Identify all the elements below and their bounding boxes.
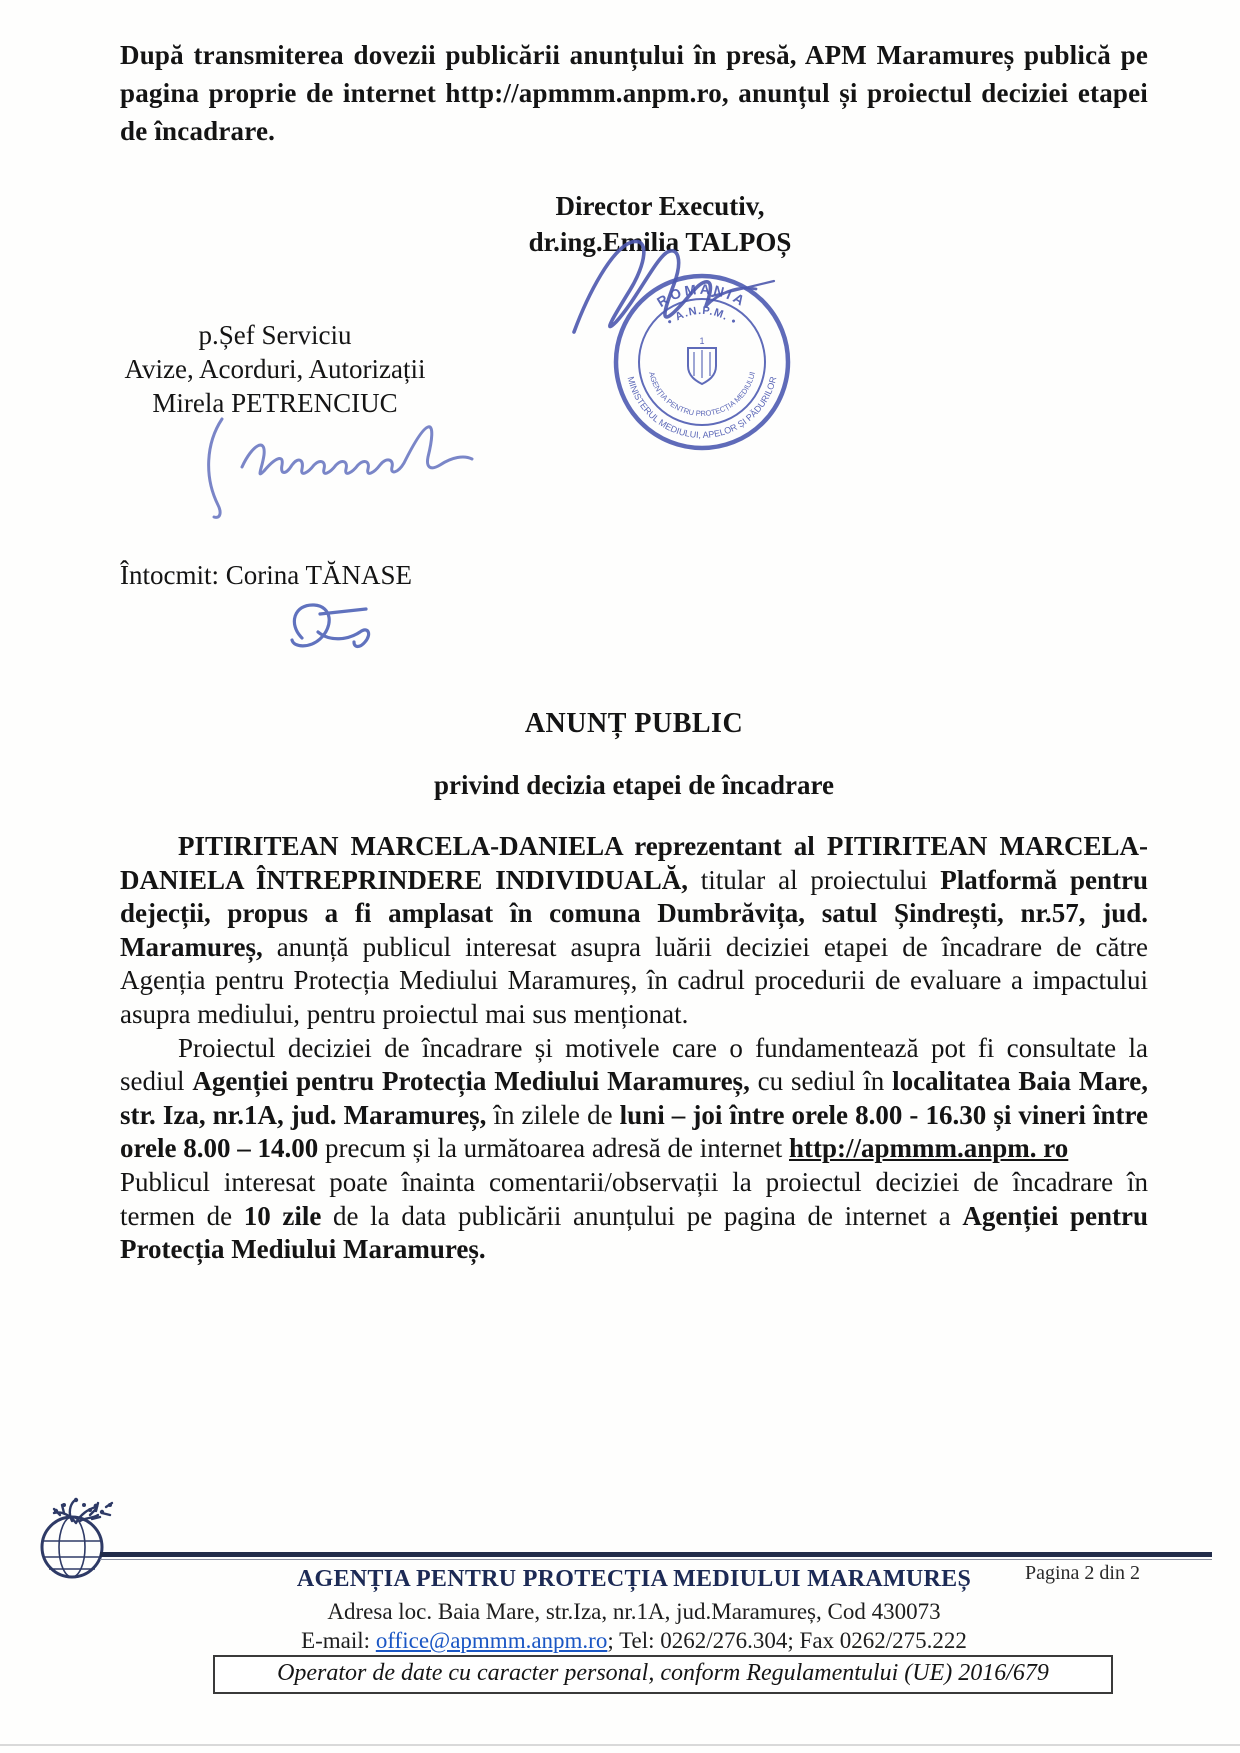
intro-paragraph [120,36,1148,150]
document-subtitle: privind decizia etapei de încadrare [434,770,834,800]
text-run: http://apmmm.anpm. ro [789,1133,1069,1164]
body-paragraph-1 [120,830,1148,1032]
text-run: Agenției pentru Protecția Mediului Maramureș, [192,1066,750,1097]
stamp-ministry-text: MINISTERUL MEDIULUI, APELOR ȘI PĂDURILOR [625,375,779,441]
prepared-by-line: Întocmit: Corina TĂNASE [120,560,412,590]
scan-edge-artifact [0,1744,1240,1746]
page-number: Pagina 2 din 2 [1025,1562,1140,1584]
email-link[interactable]: office@apmmm.anpm.ro [375,1628,608,1653]
document-title: ANUNȚ PUBLIC [524,708,744,739]
text-run: localitatea Baia Mare, str. Iza, nr.1A, jud. Maramureș, [120,1066,1148,1130]
text-run: anunță publicul interesat asupra luării deciziei etapei de încadrare de către Agenția pentru Protecția Mediului Maramureș, în cadrul procedurii de evaluare a impactului asupra mediului, pentru proiectul mai sus menționat. [120,931,1148,1029]
body-paragraph-3 [120,1166,1148,1267]
text-run: Publicul interesat poate înainta comentarii/observații la proiectul deciziei de încadrare în termen de [120,1166,1148,1231]
text-run: precum și la următoarea adresă de internet [318,1133,789,1164]
text-run: 10 zile [243,1200,322,1231]
gdpr-notice-text: Operator de date cu caracter personal, conform Regulamentului (UE) 2016/679 [277,1660,1049,1686]
prepared-by-signature-image [262,592,412,667]
deputy-role-line1: p.Șef Serviciu [198,320,352,350]
footer-contact-line [120,1628,1148,1654]
document-body [120,830,1148,1267]
stamp-country-text: ROMANIA [654,280,750,311]
text-run: în zilele de [486,1099,620,1130]
deputy-name: Mirela PETRENCIUC [152,388,398,418]
deputy-role-line2: Avize, Acorduri, Autorizații [124,354,426,384]
gdpr-notice-box [213,1655,1113,1694]
director-title: Director Executiv, [555,191,765,221]
deputy-signature-block [105,318,445,420]
stamp-anpm-text: • A.N.P.M. • [664,304,740,329]
text-run: După transmiterea dovezii publicării anunțului în presă, APM Maramureș publică pe pagina proprie de internet http://apmmm.anpm.ro, anunțul și proiectul deciziei etapei de încadrare. [120,40,1148,146]
body-paragraph-2 [120,1032,1148,1166]
text-run: de la data publicării anunțului pe pagina de internet a [321,1200,963,1231]
director-name: dr.ing.Emilia TALPOȘ [528,227,792,257]
footer-agency-name: AGENȚIA PENTRU PROTECȚIA MEDIULUI MARAMUREȘ [296,1566,972,1592]
text-run: Agenției pentru Protecția Mediului Maramureș. [120,1200,1148,1265]
text-run: cu sediul în [749,1066,893,1097]
text-run: luni – joi între orele 8.00 - 16.30 și vineri între orele 8.00 – 14.00 [120,1099,1148,1164]
email-label: E-mail: [301,1628,376,1653]
text-run: Proiectul deciziei de încadrare și motivele care o fundamentează pot fi consultate la sediul [120,1032,1148,1097]
deputy-signature-image [190,405,480,525]
director-signature-block [440,188,880,260]
text-run: PITIRITEAN MARCELA-DANIELA reprezentant al PITIRITEAN MARCELA-DANIELA ÎNTREPRINDERE INDIVIDUALĂ, [120,831,1148,895]
footer-address: Adresa loc. Baia Mare, str.Iza, nr.1A, jud.Maramureș, Cod 430073 [327,1599,941,1624]
footer-rule [100,1552,1212,1557]
official-round-stamp [610,270,794,454]
svg-text:• A.N.P.M. • [665,305,739,328]
stamp-number-text: 1 [699,336,705,346]
phone-fax-text: ; Tel: 0262/276.304; Fax 0262/275.222 [607,1628,967,1653]
text-run: Platformă pentru dejecții, propus a fi amplasat în comuna Dumbrăvița, satul Șindrești, nr.57, jud. Maramureș, [120,864,1148,962]
stamp-coat-of-arms-icon [688,348,716,384]
stamp-agency-text: AGENȚIA PENTRU PROTECȚIA MEDIULUI [647,370,757,419]
text-run: titular al proiectului [687,864,941,895]
footer-rule-shadow [100,1559,1212,1560]
